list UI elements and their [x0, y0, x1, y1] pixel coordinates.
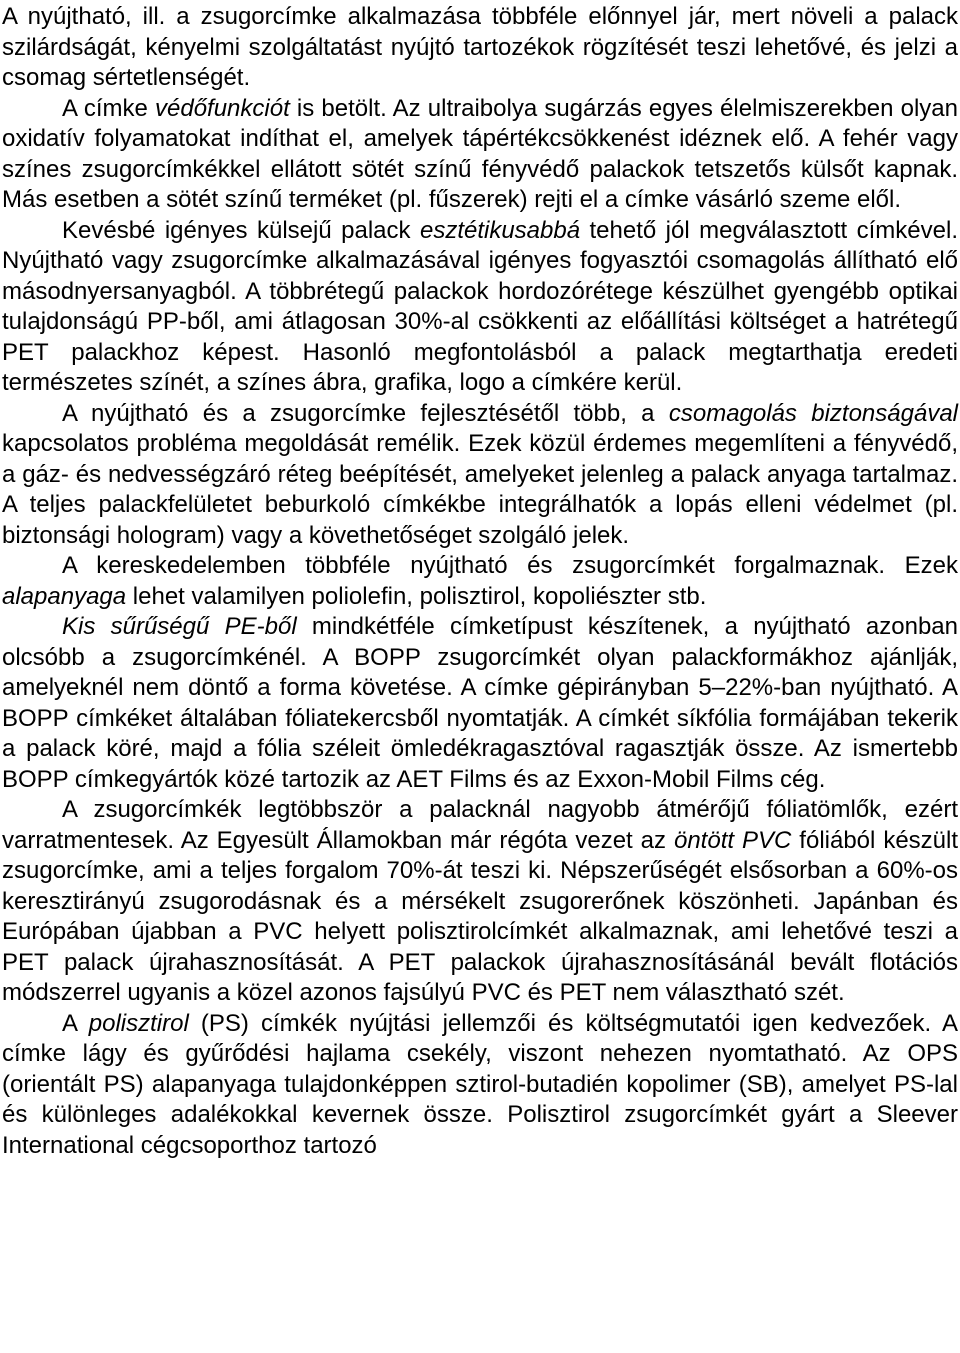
paragraph-text: Kevésbé igényes külsejű palack: [62, 216, 420, 244]
paragraph-text: tehető jól megválasztott címkével. Nyújtható vagy zsugorcímke alkalmazásával igényes fogyasztói csomagolás állítható elő másodnyersanyagból. A többrétegű palackok hordozórétege készülhet gyengébb optikai tulajdonságú PP-ből, ami átlagosan 30%-al csökkenti az előállítási költséget a hatrétegű PET palackhoz képest. Hasonló megfontolásból a palack megtarthatja eredeti természetes színét, a színes ábra, grafika, logo a címkére kerül.: [2, 216, 958, 396]
paragraph-7: [2, 795, 958, 1009]
paragraph-text: (PS) címkék nyújtási jellemzői és költségmutatói igen kedvezőek. A címke lágy és gyűrődési hajlama csekély, viszont nehezen nyomtatható. Az OPS (orientált PS) alapanyaga tulajdonképpen sztirol-butadién kopolimer (SB), amelyet PS-lal és különleges adalékokkal kevernek össze. Polisztirol zsugorcímkét gyárt a Sleever International cégcsoporthoz tartozó: [2, 1009, 958, 1159]
paragraph-text: mindkétféle címketípust készítenek, a nyújtható azonban olcsóbb a zsugorcímkénél. A BOPP zsugorcímkét olyan palackformákhoz ajánlják, amelyeknél nem döntő a forma követése. A címke gépirányban 5–22%-ban nyújtható. A BOPP címkéket általában fóliatekercsből nyomtatják. A címkét síkfólia formájában tekerik a palack köré, majd a fólia széleit ömledékragasztóval ragasztják össze. Az ismertebb BOPP címkegyártók közé tartozik az AET Films és az Exxon-Mobil Films cég.: [2, 613, 958, 793]
paragraph-emphasis: védőfunkciót: [155, 94, 290, 122]
paragraph-1: [2, 2, 958, 94]
paragraph-5: [2, 551, 958, 612]
paragraph-text: fóliából készült zsugorcímke, ami a teljes forgalom 70%-át teszi ki. Népszerűségét elsősorban a 60%-os keresztirányú zsugorodásnak és a mérsékelt zsugorerőnek köszönheti. Japánban és Európában újabban a PVC helyett polisztirolcímkét alkalmaznak, ami lehetővé teszi a PET palack újrahasznosítását. A PET palackok újrahasznosításánál bevált flotációs módszerrel ugyanis a közel azonos fajsúlyú PVC és PET nem választható szét.: [2, 826, 959, 1006]
paragraph-emphasis: Kis sűrűségű PE-ből: [62, 613, 297, 640]
paragraph-emphasis: esztétikusabbá: [419, 216, 581, 244]
paragraph-2: [2, 94, 958, 216]
paragraph-4: [2, 399, 958, 552]
paragraph-text: A nyújtható és a zsugorcímke fejlesztésétől több, a: [62, 399, 669, 427]
paragraph-text: A nyújtható, ill. a zsugorcímke alkalmazása többféle előnnyel jár, mert növeli a palack szilárdságát, kényelmi szolgáltatást nyújtó tartozékok rögzítését teszi lehetővé, és jelzi a csomag sértetlenségét.: [2, 3, 958, 91]
paragraph-text: A zsugorcímkék legtöbbször a palacknál nagyobb átmérőjű fóliatömlők, ezért varratmentesek. Az Egyesült Államokban már régóta vezet az: [2, 796, 958, 854]
paragraph-emphasis: alapanyaga: [2, 582, 127, 610]
paragraph-6: [2, 612, 958, 795]
paragraph-text: kapcsolatos probléma megoldását remélik. Ezek közül érdemes megemlíteni a fényvédő, a gáz- és nedvességzáró réteg beépítését, amelyeket jelenleg a palack anyaga tartalmaz. A teljes palackfelületet beburkoló címkékbe integrálhatók a lopás elleni védelmet (pl. biztonsági hologram) vagy a követhetőséget szolgáló jelek.: [2, 430, 958, 549]
paragraph-text: A: [62, 1009, 89, 1037]
paragraph-text: lehet valamilyen poliolefin, polisztirol, kopoliészter stb.: [126, 582, 707, 610]
paragraph-emphasis: polisztirol: [88, 1009, 189, 1037]
paragraph-text: A kereskedelemben többféle nyújtható és zsugorcímkét forgalmaznak. Ezek: [62, 552, 958, 579]
paragraph-text: A címke: [62, 94, 155, 122]
paragraph-8: [2, 1009, 958, 1162]
paragraph-3: [2, 216, 958, 399]
paragraph-emphasis: csomagolás biztonságával: [668, 399, 959, 427]
paragraph-text: is betölt. Az ultraibolya sugárzás egyes élelmiszerekben olyan oxidatív folyamatokat indíthat el, amelyek tápértékcsökkenést idéznek elő. A fehér vagy színes zsugorcímkékkel ellátott sötét színű fényvédő palackok tetszetős külsőt kapnak. Más esetben a sötét színű terméket (pl. fűszerek) rejti el a címke vásárló szeme elől.: [2, 94, 958, 213]
paragraph-emphasis: öntött PVC: [673, 826, 792, 854]
